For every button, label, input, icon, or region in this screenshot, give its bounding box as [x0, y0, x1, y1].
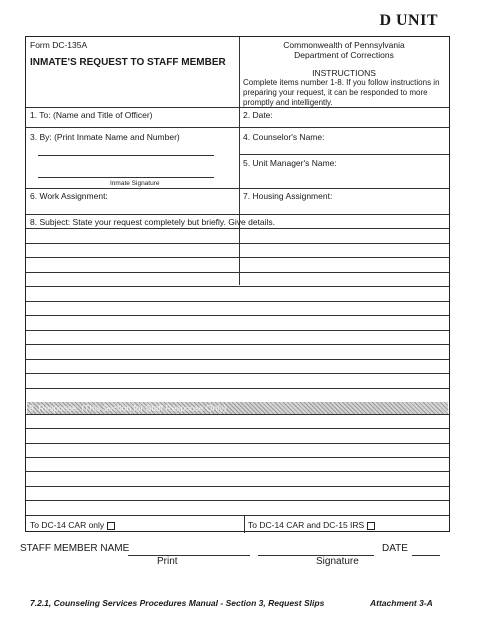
divider-4 [26, 214, 449, 215]
field-response-label: 9. Response: (This Section for Staff Response Only) [29, 403, 227, 413]
checkbox-car-only[interactable]: To DC-14 CAR only [30, 521, 115, 530]
divider-vertical-top [239, 37, 240, 107]
unit-header: D UNIT [379, 12, 438, 29]
date-line[interactable] [412, 555, 440, 556]
form-title: INMATE'S REQUEST TO STAFF MEMBER [30, 57, 226, 68]
divider-2 [26, 127, 449, 128]
field-housing-label: 7. Housing Assignment: [243, 191, 333, 201]
instructions-line-3: promptly and intelligently. [243, 98, 333, 107]
writing-line[interactable] [26, 428, 449, 429]
staff-print-line[interactable] [128, 555, 250, 556]
divider-vertical-checkbox [244, 515, 245, 533]
response-section-header [27, 402, 448, 414]
date-label: DATE [382, 543, 408, 554]
manual-reference: 7.2.1, Counseling Services Procedures Manual - Section 3, Request Slips [30, 598, 325, 608]
print-caption: Print [157, 556, 178, 567]
instructions-line-1: Complete items number 1-8. If you follow instructions in [243, 78, 440, 87]
writing-line[interactable] [26, 301, 449, 302]
writing-line[interactable] [26, 272, 449, 273]
writing-line[interactable] [26, 330, 449, 331]
checkbox-car-only-box[interactable] [107, 522, 115, 530]
writing-line[interactable] [26, 414, 449, 415]
field-unit-manager-label: 5. Unit Manager's Name: [243, 158, 337, 168]
writing-line[interactable] [26, 257, 449, 258]
staff-name-label: STAFF MEMBER NAME [20, 543, 130, 554]
field-date-label: 2. Date: [243, 110, 273, 120]
writing-line[interactable] [26, 315, 449, 316]
field-by-label: 3. By: (Print Inmate Name and Number) [30, 132, 180, 142]
instructions-line-2: preparing your request, it can be responded to more [243, 88, 428, 97]
writing-line[interactable] [26, 228, 449, 229]
writing-line[interactable] [26, 243, 449, 244]
divider-1 [26, 107, 449, 108]
field-subject-label: 8. Subject: State your request completely but briefly. Give details. [30, 217, 276, 227]
writing-line[interactable] [26, 500, 449, 501]
inmate-signature-caption: Inmate Signature [110, 180, 160, 187]
field-work-label: 6. Work Assignment: [30, 191, 108, 201]
divider-3 [26, 188, 449, 189]
checkbox-car-irs-box[interactable] [367, 522, 375, 530]
agency-line-2: Department of Corrections [294, 50, 394, 60]
divider-vertical-fields [239, 107, 240, 285]
writing-line[interactable] [26, 486, 449, 487]
writing-line[interactable] [26, 359, 449, 360]
writing-line[interactable] [26, 443, 449, 444]
attachment-label: Attachment 3-A [370, 598, 433, 608]
inmate-signature-line[interactable] [38, 177, 214, 178]
writing-line[interactable] [26, 344, 449, 345]
checkbox-car-irs[interactable]: To DC-14 CAR and DC-15 IRS [248, 521, 375, 530]
field-to-label: 1. To: (Name and Title of Officer) [30, 110, 153, 120]
agency-line-1: Commonwealth of Pennsylvania [283, 40, 405, 50]
form-number: Form DC-135A [30, 40, 88, 50]
instructions-heading: INSTRUCTIONS [312, 68, 376, 78]
writing-line[interactable] [26, 457, 449, 458]
request-form [25, 36, 450, 532]
writing-line[interactable] [26, 388, 449, 389]
signature-caption: Signature [316, 556, 359, 567]
writing-line[interactable] [26, 286, 449, 287]
divider-checkbox [26, 515, 449, 516]
writing-line[interactable] [26, 373, 449, 374]
divider-counselor [239, 154, 449, 155]
writing-line[interactable] [26, 471, 449, 472]
field-counselor-label: 4. Counselor's Name: [243, 132, 325, 142]
inmate-name-line[interactable] [38, 155, 214, 156]
